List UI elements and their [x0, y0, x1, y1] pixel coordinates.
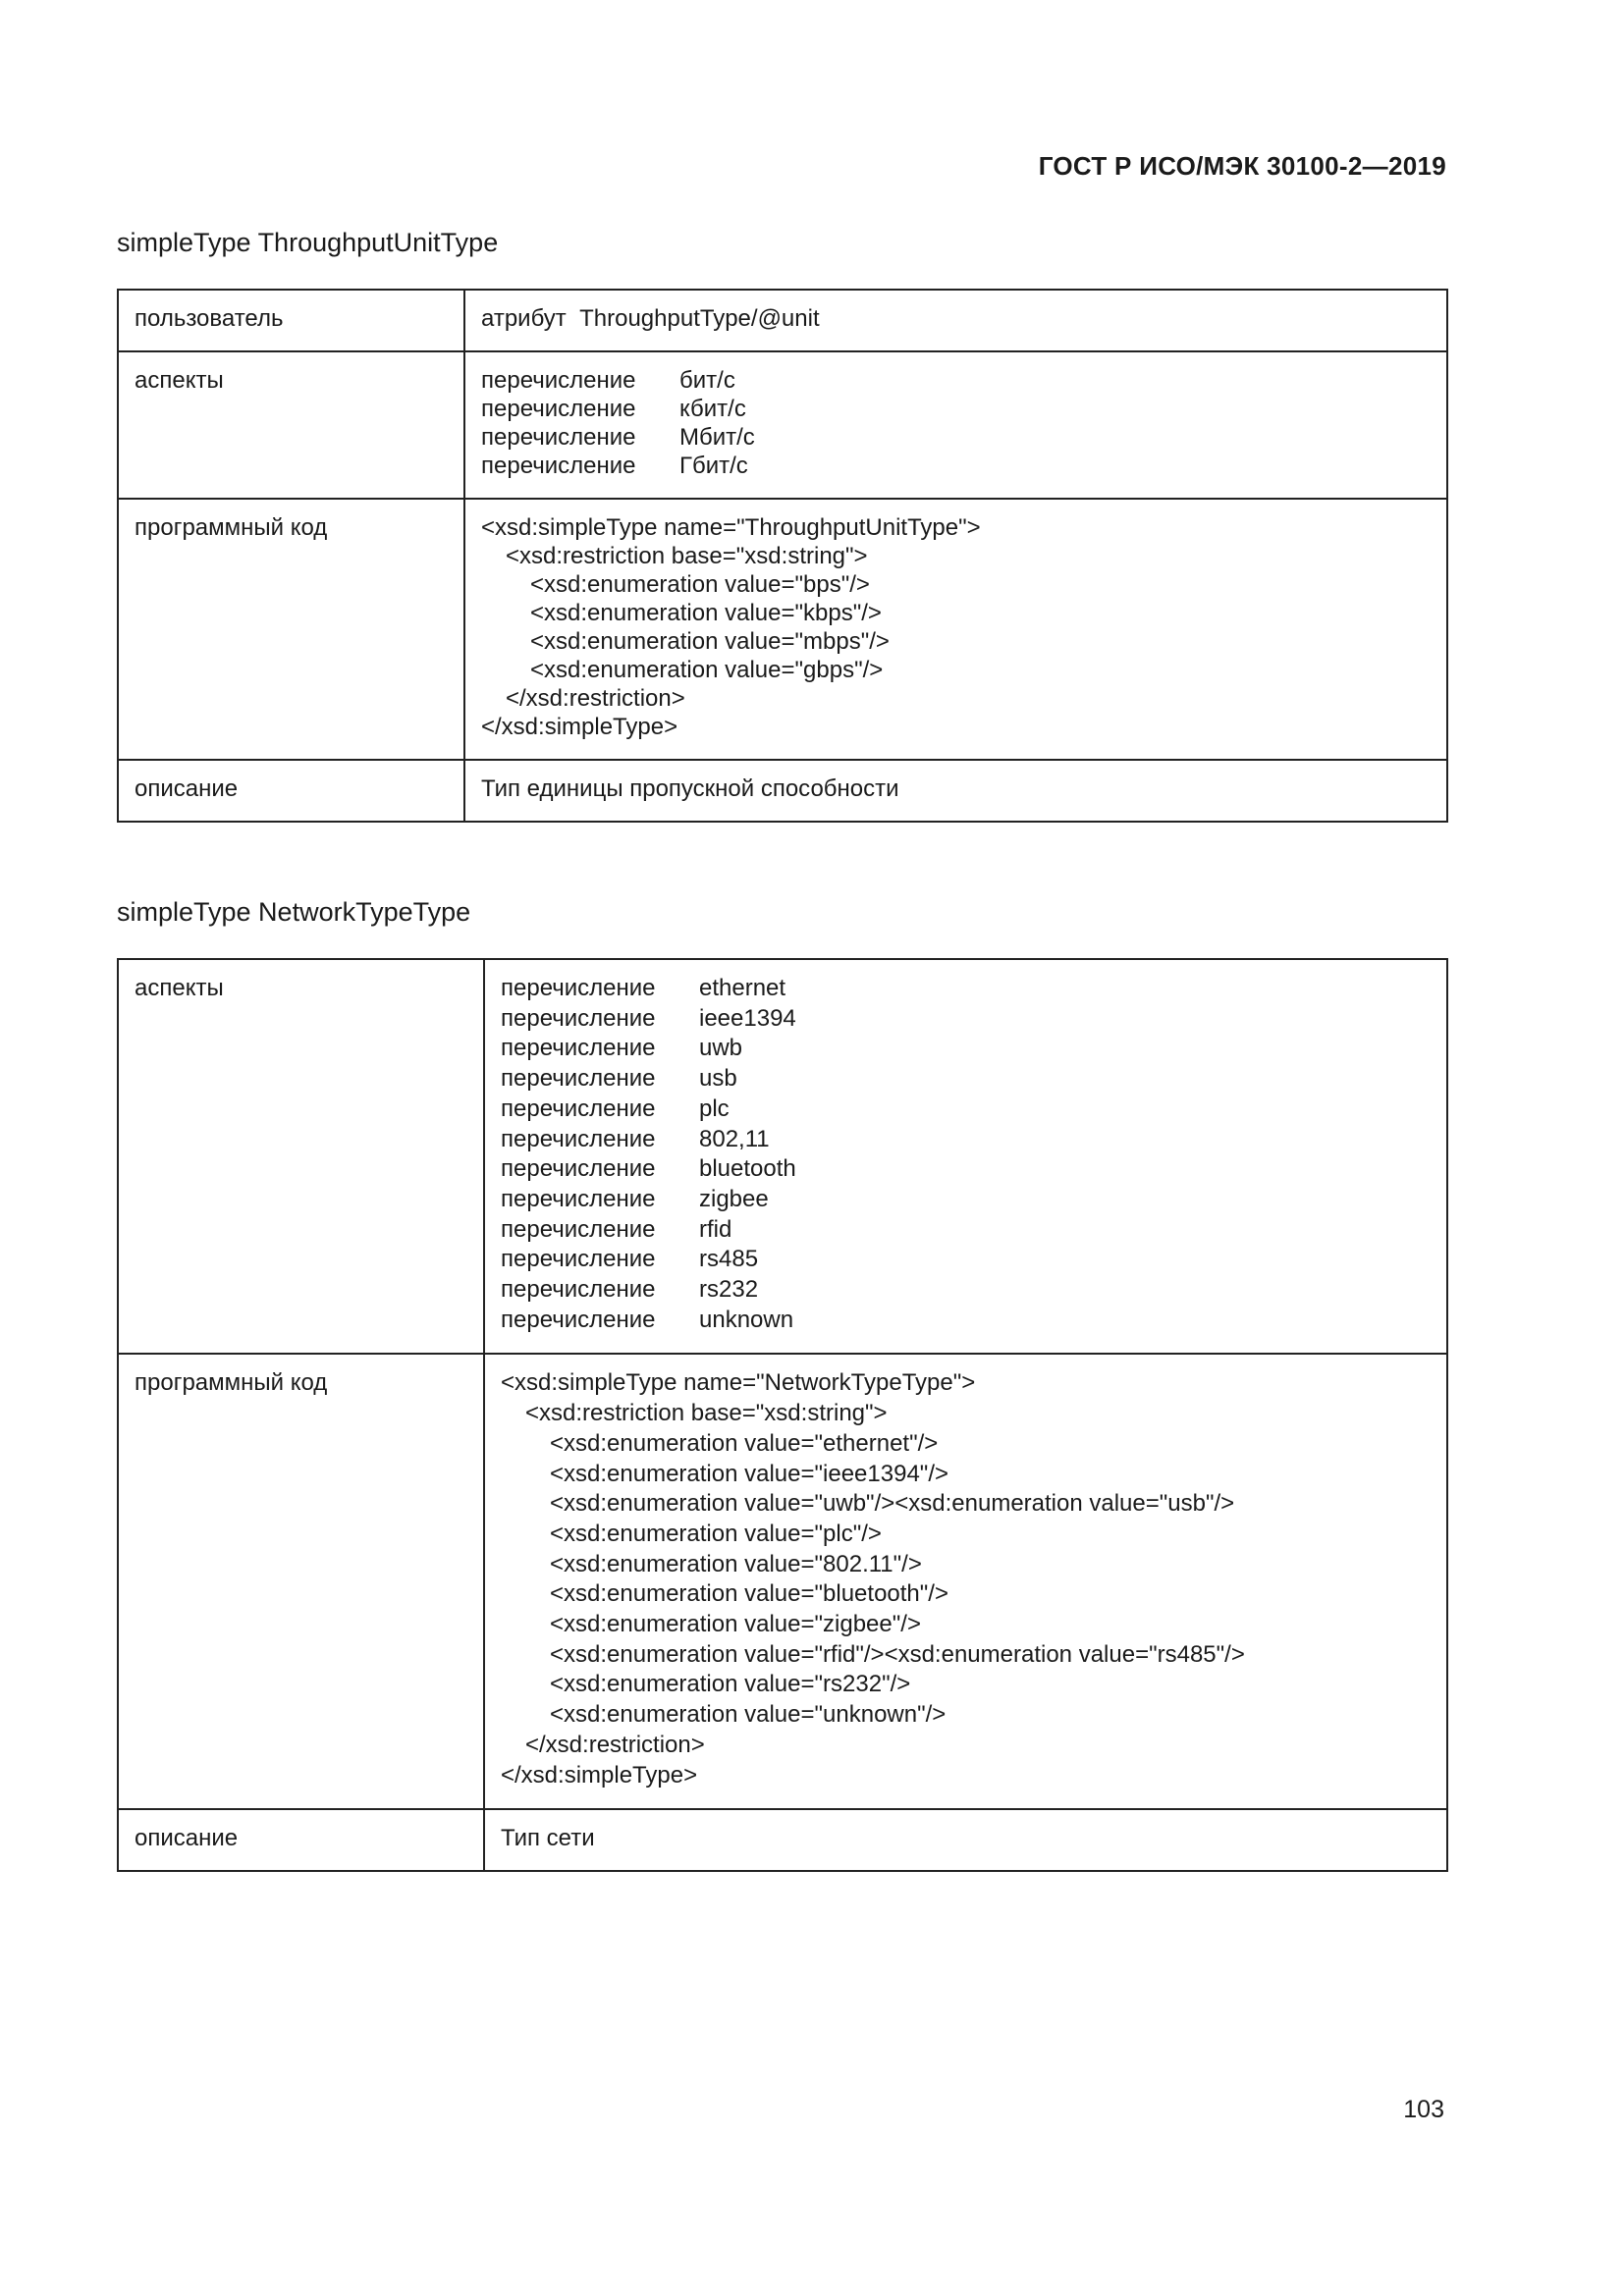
table-row — [118, 351, 1447, 499]
code-line: <xsd:enumeration value="plc"/> — [550, 1520, 882, 1547]
facet-value: бит/с — [679, 367, 735, 394]
facet-item — [501, 1004, 1431, 1035]
facet-value: Гбит/с — [679, 453, 748, 479]
section-title-network-type-type: simpleType NetworkTypeType — [117, 897, 471, 927]
code-line: <xsd:enumeration value="rs232"/> — [550, 1671, 911, 1698]
facet-kind: перечисление — [481, 453, 636, 479]
code-line: <xsd:enumeration value="ieee1394"/> — [550, 1460, 948, 1487]
code-label: программный код — [118, 1354, 484, 1809]
facets-list — [484, 959, 1447, 1354]
facets-label: аспекты — [118, 959, 484, 1354]
code-line: </xsd:restriction> — [525, 1731, 705, 1758]
facet-kind: перечисление — [481, 367, 636, 394]
facet-item — [501, 1095, 1431, 1125]
facet-item — [501, 1245, 1431, 1275]
page-number: 103 — [1403, 2096, 1444, 2123]
facet-item — [501, 974, 1431, 1004]
table-row — [118, 499, 1447, 760]
facet-value: usb — [699, 1065, 737, 1093]
facet-item — [501, 1185, 1431, 1215]
facet-kind: перечисление — [501, 1185, 656, 1212]
facet-kind: перечисление — [501, 1065, 656, 1093]
description-value: Тип сети — [484, 1809, 1447, 1871]
facet-value: ethernet — [699, 975, 786, 1001]
user-value: атрибут ThroughputType/@unit — [464, 290, 1447, 351]
facet-item — [501, 1215, 1431, 1246]
description-value: Тип единицы пропускной способности — [464, 760, 1447, 822]
facet-kind: перечисление — [501, 1276, 656, 1304]
facet-value: unknown — [699, 1306, 794, 1333]
code-line: <xsd:enumeration value="kbps"/> — [530, 600, 882, 626]
facet-item — [481, 423, 1431, 452]
facet-kind: перечисление — [501, 1306, 656, 1333]
description-label: описание — [118, 760, 464, 822]
code-line: <xsd:enumeration value="zigbee"/> — [550, 1611, 921, 1638]
code-line: <xsd:restriction base="xsd:string"> — [525, 1400, 888, 1427]
facet-item — [501, 1034, 1431, 1064]
facets-list — [464, 351, 1447, 499]
facet-item — [481, 366, 1431, 395]
facet-value: uwb — [699, 1035, 743, 1062]
facet-value: plc — [699, 1095, 730, 1122]
section-title-throughput-unit-type: simpleType ThroughputUnitType — [117, 228, 499, 257]
facet-value: кбит/с — [679, 396, 746, 422]
table-row — [118, 1354, 1447, 1809]
facet-kind: перечисление — [481, 424, 636, 451]
facet-item — [501, 1154, 1431, 1185]
facets-label: аспекты — [118, 351, 464, 499]
facet-kind: перечисление — [501, 1246, 656, 1273]
table-row — [118, 959, 1447, 1354]
table-row — [118, 1809, 1447, 1871]
table-row — [118, 290, 1447, 351]
user-label: пользователь — [118, 290, 464, 351]
facet-kind: перечисление — [501, 975, 656, 1001]
code-line: <xsd:enumeration value="bps"/> — [530, 571, 870, 598]
facet-kind: перечисление — [501, 1215, 656, 1243]
facet-item — [501, 1125, 1431, 1155]
code-line: <xsd:enumeration value="rfid"/><xsd:enumeration value="rs485"/> — [550, 1640, 1245, 1668]
code-line: <xsd:enumeration value="ethernet"/> — [550, 1429, 939, 1457]
code-line: <xsd:simpleType name="ThroughputUnitType"> — [481, 514, 981, 541]
network-type-type-table — [117, 958, 1448, 1872]
facet-value: rfid — [699, 1215, 732, 1243]
facet-value: Мбит/с — [679, 424, 755, 451]
facet-item — [501, 1275, 1431, 1306]
facet-kind: перечисление — [501, 1035, 656, 1062]
facet-kind: перечисление — [501, 1125, 656, 1152]
facet-value: rs232 — [699, 1276, 759, 1304]
code-line: <xsd:enumeration value="uwb"/><xsd:enumeration value="usb"/> — [550, 1490, 1235, 1518]
code-line: <xsd:restriction base="xsd:string"> — [506, 543, 868, 569]
facet-item — [481, 395, 1431, 423]
description-label: описание — [118, 1809, 484, 1871]
facet-kind: перечисление — [501, 1004, 656, 1032]
facet-item — [481, 452, 1431, 480]
code-block — [484, 1354, 1447, 1809]
facet-value: 802,11 — [699, 1125, 770, 1152]
facet-value: rs485 — [699, 1246, 759, 1273]
facet-item — [501, 1306, 1431, 1336]
facet-value: zigbee — [699, 1185, 769, 1212]
facet-value: ieee1394 — [699, 1004, 796, 1032]
code-line: <xsd:enumeration value="mbps"/> — [530, 628, 890, 655]
document-header: ГОСТ Р ИСО/МЭК 30100-2—2019 — [1038, 151, 1446, 181]
code-line: <xsd:enumeration value="bluetooth"/> — [550, 1580, 948, 1608]
facet-kind: перечисление — [501, 1155, 656, 1183]
code-line: <xsd:enumeration value="802.11"/> — [550, 1550, 922, 1577]
throughput-unit-type-table — [117, 289, 1448, 823]
table-row — [118, 760, 1447, 822]
code-line: </xsd:restriction> — [506, 685, 685, 712]
code-line: </xsd:simpleType> — [481, 714, 678, 740]
facet-kind: перечисление — [501, 1095, 656, 1122]
code-line: <xsd:simpleType name="NetworkTypeType"> — [501, 1369, 976, 1397]
code-block — [464, 499, 1447, 760]
facet-kind: перечисление — [481, 396, 636, 422]
facet-value: bluetooth — [699, 1155, 796, 1183]
code-line: <xsd:enumeration value="unknown"/> — [550, 1701, 947, 1729]
code-line: <xsd:enumeration value="gbps"/> — [530, 657, 884, 683]
facet-item — [501, 1064, 1431, 1095]
code-label: программный код — [118, 499, 464, 760]
code-line: </xsd:simpleType> — [501, 1761, 698, 1789]
